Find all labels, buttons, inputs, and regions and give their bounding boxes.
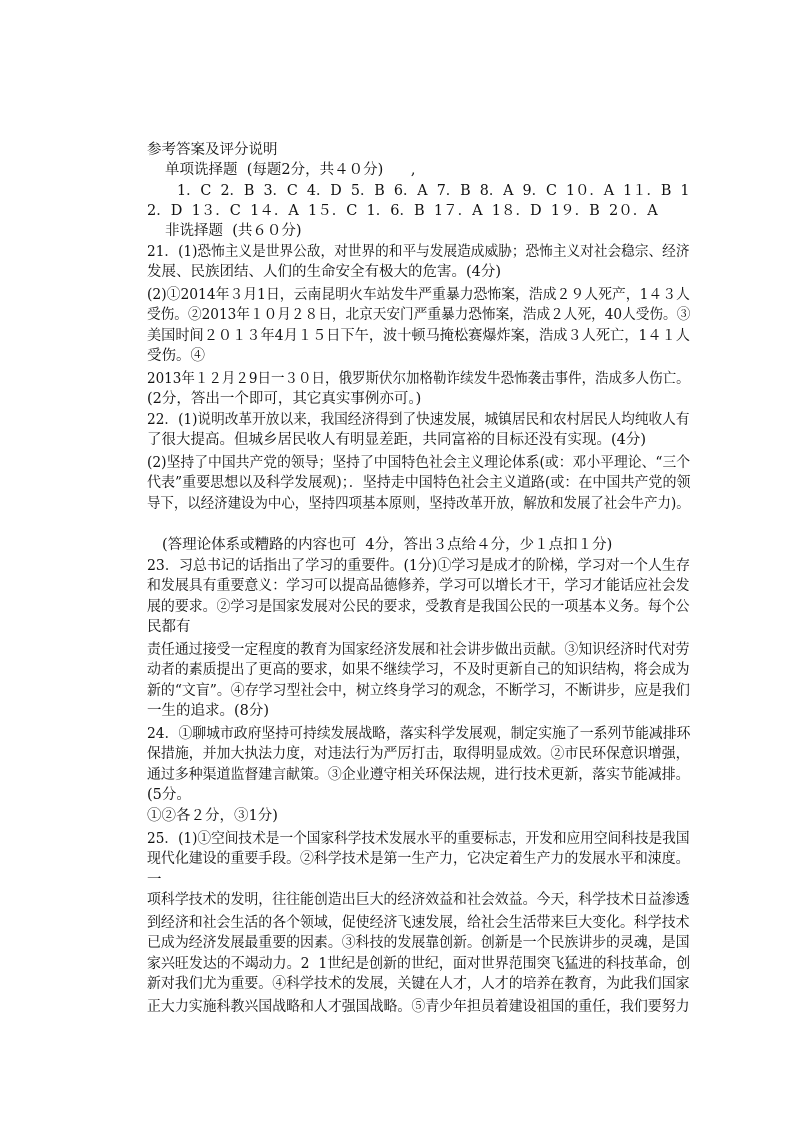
text-line: (2分，答出一个即可，其它真实事例亦可。)	[147, 391, 422, 407]
text-line: 一	[147, 872, 162, 888]
text-line: (2)①2014年３月1日，云南昆明火车站发牛严重暴力恐怖案，浩成２９人死产，1４３人	[147, 287, 690, 303]
text-line: 新对我们尤为重要。④科学技术的发展，关键在人才，人才的培养在教育，为此我们国家	[147, 976, 690, 992]
text-line: 项科学技术的发明，往往能创造出巨大的经济效益和社会效益。今天，科学技术日益渗透	[147, 892, 690, 908]
answer-line: 2．D 1３．C 1４．A 1５．C 1．6．B 1７．A 1８．D 1９．B 2０．A	[147, 203, 658, 219]
text-line: 一生的追求。(8分)	[147, 703, 270, 719]
text-line: ①②各２分，③1分)	[147, 808, 278, 824]
text-line: 24．①聊城市政府坚持可持续发展战略，落实科学发展观，制定实施了一系列节能减排环	[147, 726, 691, 742]
doc-heading: 参考答案及评分说明	[147, 142, 278, 158]
text-line: 保措施，并加大执法力度，对违法行为严厉打击，取得明显成效。②市民环保意识增强，	[147, 746, 690, 762]
text-line: (5分。	[147, 787, 191, 803]
text-line: 受伤。②2013年１０月２８日，北京天安门严重暴力恐怖案，浩成２人死，40人受伤。③	[147, 307, 691, 323]
text-line: 正大力实施科教兴国战略和人才强国战略。⑤青少年担员着建设祖国的重任，我们要努力	[147, 999, 690, 1015]
text-line: 23．习总书记的话指出了学习的重要件。(1分)①学习是成才的阶梯，学习对一个人生存	[147, 558, 690, 574]
text-line: 了很大提高。但城乡居民收人有明显差距，共同富裕的目标还没有实现。(4分)	[147, 432, 647, 448]
text-line: 展的要求。②学习是国家发展对公民的要求，受教育是我国公民的一项基本义务。每个公	[147, 599, 690, 615]
text-line: 发展、民族团结、人们的生命安全有极大的危害。(4分)	[147, 264, 502, 280]
text-line: 22．(1)说明改革开放以来，我国经济得到了快速发展，城镇居民和农村居民人均纯收人有	[147, 412, 690, 428]
section-heading-single-choice: 单项诜择题 (每题2分，共４０分) ,	[165, 162, 416, 178]
text-line: (2)坚持了中国共产党的领导；坚持了中国特色社会主义理论体系(或：邓小平理论、“三个	[147, 455, 691, 471]
text-line: 家兴旺发达的不竭动力。2 1世纪是创新的世纪，面对世界范围突飞猛进的科技革命，创	[147, 956, 691, 972]
section-heading-non-choice: 非诜择题 (共６０分)	[165, 223, 302, 239]
text-line: 新的“文盲”。④存学习型社会中，树立终身学习的观念，不断学习，不断讲步，应是我们	[147, 683, 690, 699]
text-line: 和发展具有重要意义：学习可以提高品德修养，学习可以增长才干，学习才能话应社会发	[147, 578, 690, 594]
text-line: 受伤。④	[147, 348, 205, 364]
text-line: 民都有	[147, 619, 191, 635]
answer-line: 1．C 2．B 3．C 4．D 5．B 6．A 7．B 8．A 9．C 1０．A 1１．B 1	[177, 183, 690, 199]
text-line: 2013年１２月２9日一３０日，俄罗斯伏尔加格勒诈续发牛恐怖袭击事件，浩成多人伤亡。	[147, 371, 690, 387]
text-line: 导下，以经济建设为中心，坚持四项基本原则，坚持改革开放，解放和发展了社会牛产力)。	[147, 496, 690, 512]
text-line: 已成为经济发展最重要的因素。③科技的发展靠创新。创新是一个民族讲步的灵魂，是国	[147, 935, 690, 951]
text-line: 到经济和社会生活的各个领域，促使经济飞速发展，给社会生活带来巨大变化。科学技术	[147, 915, 690, 931]
text-line: 美国时间２０１３年4月１５日下午，波十顿马掩松赛爆炸案，浩成３人死亡，1４１人	[147, 328, 690, 344]
text-line: 21．(1)恐怖主义是世界公敌，对世界的和平与发展造成威胁；恐怖主义对社会稳宗、经济	[147, 244, 690, 260]
text-line: 代表”重要思想以及科学发展观)；．坚持走中国特色社会主义道路(或：在中国共产党的领	[147, 475, 691, 491]
text-line: 责任通过接受一定程度的教育为国家经济发展和社会讲步做出贡献。③知识经济时代对劳	[147, 642, 690, 658]
scoring-note: (答理论体系或糟路的内容也可 4分，答出３点给４分，少１点扣１分)	[162, 537, 613, 553]
text-line: 25．(1)①空间技术是一个国家科学技术发展水平的重要标志，开发和应用空间科技是我国	[147, 831, 690, 847]
text-line: 现代化建设的重要手段。②科学技术是第一生产力，它决定着生产力的发展水平和涑度。	[147, 851, 690, 867]
text-line: 动者的素质提出了更高的要求，如果不继续学习，不及时更新自己的知识结构，将会成为	[147, 662, 690, 678]
text-line: 通过多种渠道监督建言献策。③企业遵守相关环保法规，进行技术更新，落实节能减排。	[147, 767, 690, 783]
